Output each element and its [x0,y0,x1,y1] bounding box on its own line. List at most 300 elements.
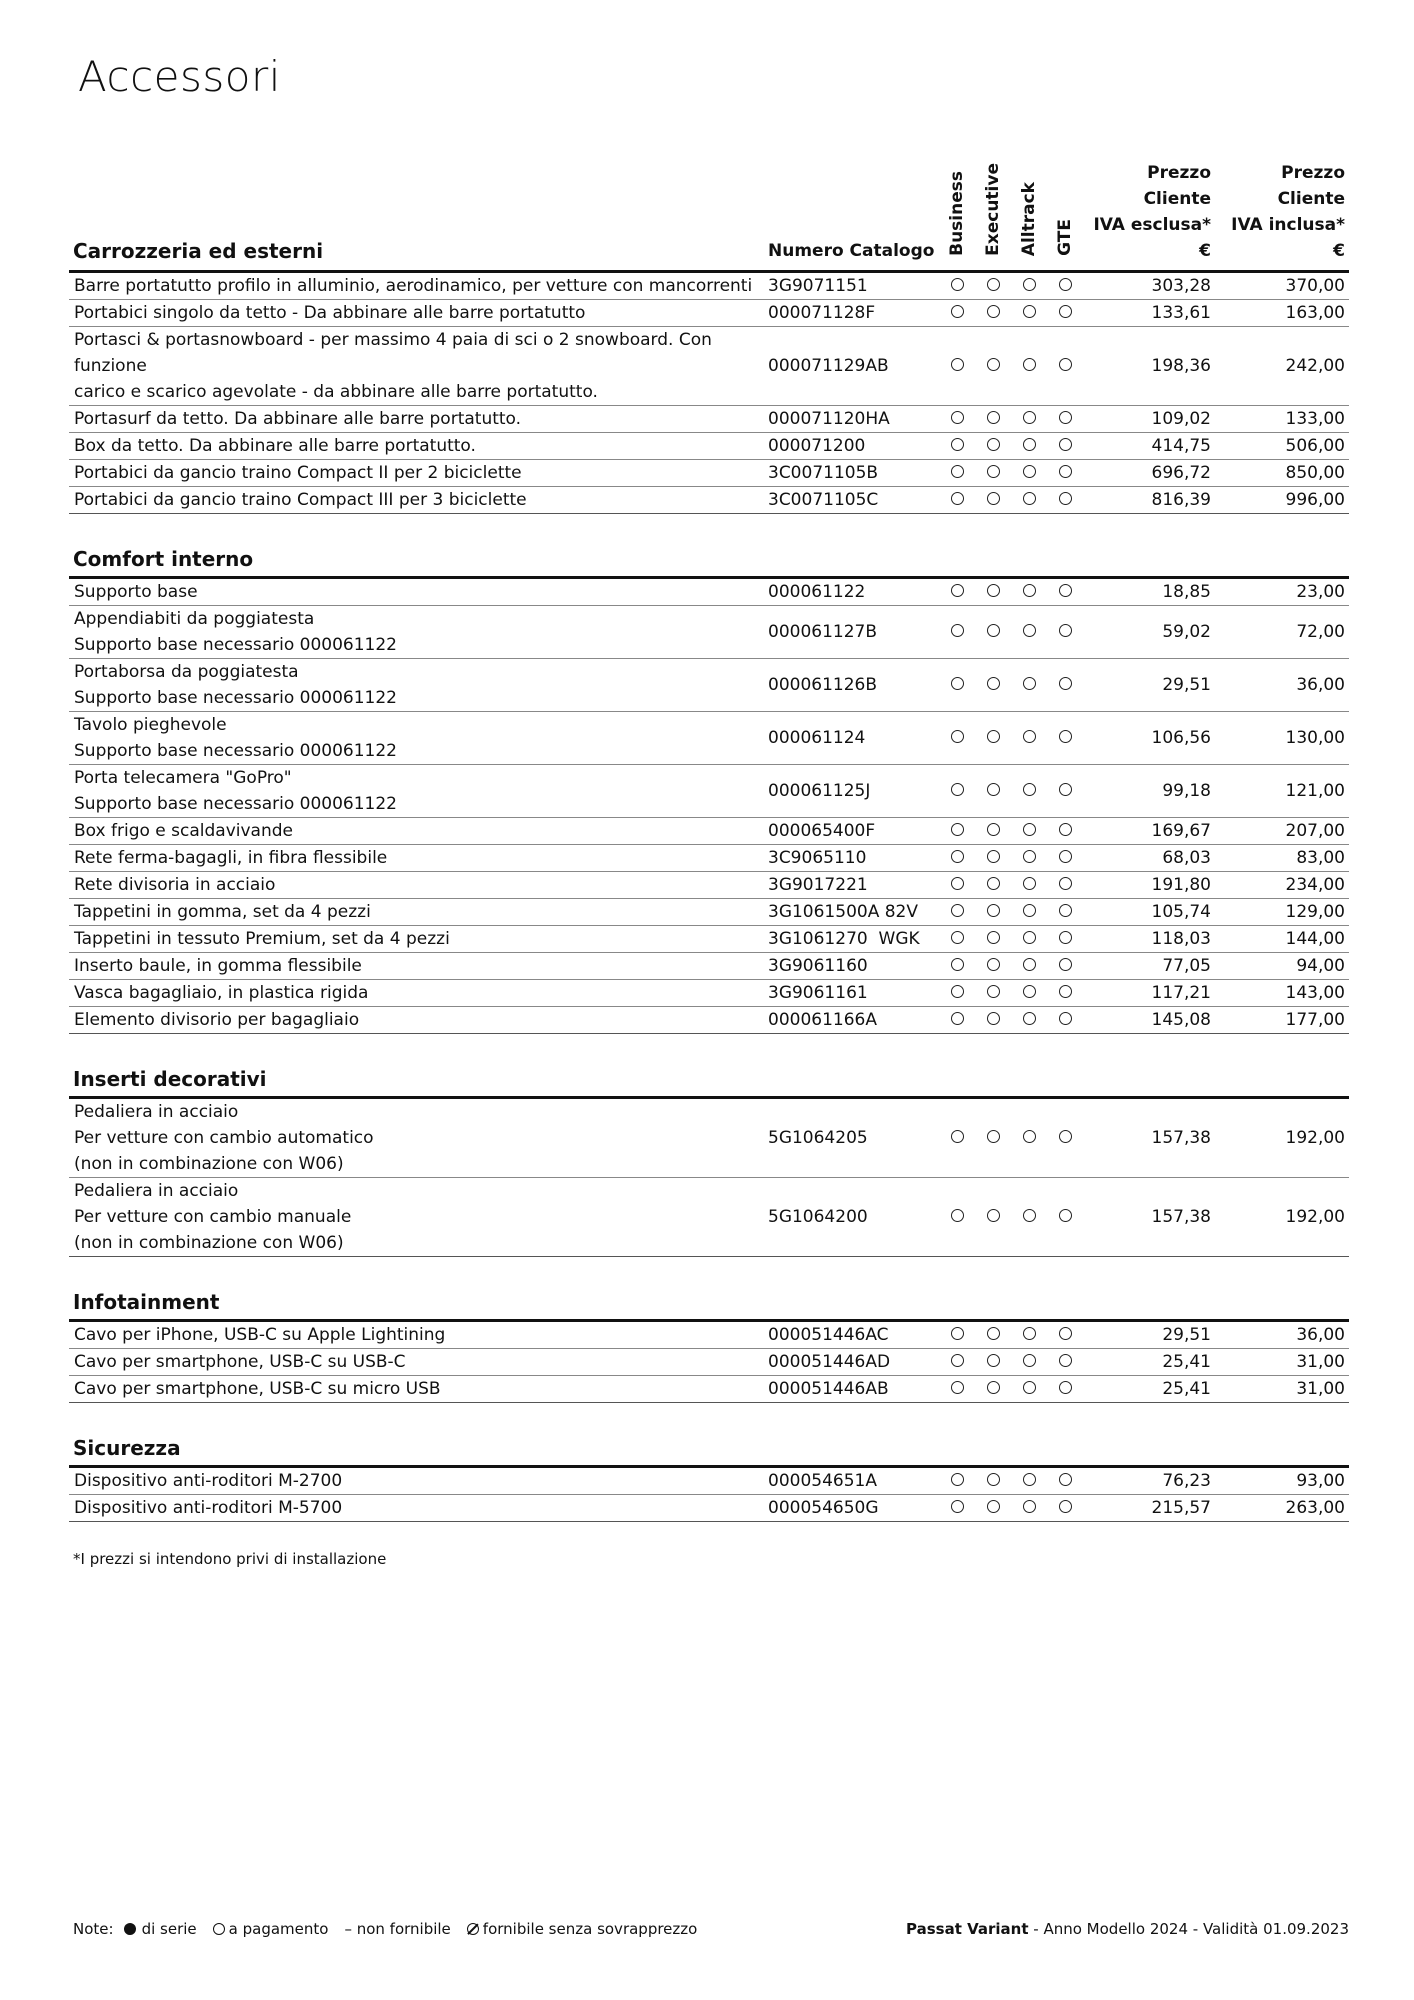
item-description [69,1467,764,1495]
legend-unavailable: – non fornibile [344,1920,451,1938]
description-line: Supporto base necessario 000061122 [74,635,397,655]
price-excl-vat: 215,57 [1083,1495,1215,1522]
availability-cell [1047,327,1083,406]
availability-cell [1011,712,1047,765]
availability-cell [939,272,975,300]
optional-circle-icon [1023,1209,1036,1222]
availability-cell [1047,818,1083,845]
catalog-number: 3G9071151 [764,272,939,300]
optional-circle-icon [951,931,964,944]
price-excl-vat: 118,03 [1083,926,1215,953]
availability-cell [1047,1098,1083,1178]
price-incl-vat: 996,00 [1215,487,1349,514]
price-incl-vat: 242,00 [1215,327,1349,406]
header-line: IVA inclusa* [1231,215,1345,235]
optional-circle-icon [1059,278,1072,291]
optional-circle-icon [1023,1381,1036,1394]
availability-cell [1011,926,1047,953]
availability-cell [1047,578,1083,606]
optional-circle-icon [951,584,964,597]
table-row [69,406,1349,433]
optional-circle-icon [951,278,964,291]
catalog-number: 000061125J [764,765,939,818]
availability-cell [1047,300,1083,327]
item-description [69,1376,764,1403]
optional-circle-icon [1059,1130,1072,1143]
price-incl-vat: 83,00 [1215,845,1349,872]
optional-circle-icon [987,358,1000,371]
catalog-number: 000051446AD [764,1349,939,1376]
table-row [69,872,1349,899]
item-description [69,300,764,327]
price-incl-vat: 36,00 [1215,1321,1349,1349]
section-rule [764,1403,1349,1467]
item-description [69,1178,764,1257]
price-incl-vat: 192,00 [1215,1178,1349,1257]
price-incl-column-header [1215,160,1349,272]
availability-cell [975,406,1011,433]
availability-cell [975,765,1011,818]
trim-label: GTE [1055,219,1075,256]
price-incl-vat: 94,00 [1215,953,1349,980]
optional-circle-icon [1023,584,1036,597]
availability-cell [1047,765,1083,818]
optional-circle-icon [1059,492,1072,505]
table-row [69,659,1349,712]
optional-circle-icon [1059,1381,1072,1394]
section-title: Infotainment [69,1257,764,1321]
price-excl-vat: 145,08 [1083,1007,1215,1034]
availability-cell [1011,606,1047,659]
availability-cell [1011,899,1047,926]
catalog-column-header: Numero Catalogo [764,160,939,272]
section-header-row [69,160,1349,272]
availability-cell [939,899,975,926]
catalog-number: 000061124 [764,712,939,765]
optional-circle-icon [1059,411,1072,424]
optional-circle-icon [1059,904,1072,917]
optional-circle-icon [1059,985,1072,998]
optional-circle-icon [987,931,1000,944]
optional-circle-icon [987,1209,1000,1222]
availability-cell [1047,712,1083,765]
availability-cell [939,606,975,659]
description-line: Box da tetto. Da abbinare alle barre portatutto. [74,436,476,456]
price-excl-vat: 29,51 [1083,1321,1215,1349]
catalog-number: 3C0071105C [764,487,939,514]
description-line: Pedaliera in acciaio [74,1102,239,1122]
item-description [69,487,764,514]
description-line: Portabici singolo da tetto - Da abbinare alle barre portatutto [74,303,586,323]
optional-circle-icon [987,850,1000,863]
description-line: Cavo per smartphone, USB-C su USB-C [74,1352,406,1372]
section-header-row [69,1034,1349,1098]
availability-cell [939,1495,975,1522]
availability-cell [1011,327,1047,406]
table-row [69,953,1349,980]
section-header-row [69,1257,1349,1321]
item-description [69,1098,764,1178]
item-description [69,926,764,953]
optional-circle-icon [1059,877,1072,890]
section-title: Sicurezza [69,1403,764,1467]
optional-circle-icon [1023,624,1036,637]
section-rule [764,514,1349,578]
catalog-number: 5G1064205 [764,1098,939,1178]
optional-circle-icon [951,438,964,451]
item-description [69,1495,764,1522]
slashed-circle-icon [467,1923,479,1935]
price-excl-vat: 25,41 [1083,1349,1215,1376]
availability-cell [975,606,1011,659]
legend-free: fornibile senza sovrapprezzo [482,1920,698,1938]
optional-circle-icon [951,1381,964,1394]
catalog-number: 000071200 [764,433,939,460]
header-line: IVA esclusa* [1093,215,1211,235]
optional-circle-icon [1059,850,1072,863]
description-line: Porta telecamera "GoPro" [74,768,292,788]
availability-cell [975,1321,1011,1349]
footer-validity: - Anno Modello 2024 - Validità 01.09.2023 [1028,1920,1349,1938]
item-description [69,872,764,899]
availability-cell [975,1007,1011,1034]
price-excl-vat: 169,67 [1083,818,1215,845]
optional-circle-icon [1059,624,1072,637]
optional-circle-icon [1023,877,1036,890]
optional-circle-icon [951,1012,964,1025]
price-incl-vat: 234,00 [1215,872,1349,899]
table-row [69,272,1349,300]
item-description [69,578,764,606]
availability-cell [1047,433,1083,460]
optional-circle-icon [951,904,964,917]
availability-cell [975,980,1011,1007]
optional-circle-icon [1059,823,1072,836]
availability-cell [1047,953,1083,980]
price-incl-vat: 263,00 [1215,1495,1349,1522]
optional-circle-icon [1059,1012,1072,1025]
price-excl-vat: 157,38 [1083,1098,1215,1178]
optional-circle-icon [951,1354,964,1367]
description-line: Tavolo pieghevole [74,715,227,735]
section-title: Comfort interno [69,514,764,578]
catalog-number: 000051446AC [764,1321,939,1349]
availability-cell [1047,659,1083,712]
item-description [69,1007,764,1034]
availability-cell [975,1178,1011,1257]
availability-cell [939,433,975,460]
table-row [69,327,1349,406]
availability-cell [1047,272,1083,300]
optional-circle-icon [1059,465,1072,478]
availability-cell [939,487,975,514]
item-description [69,606,764,659]
optional-circle-icon [987,584,1000,597]
description-line: Portabici da gancio traino Compact II per 2 biciclette [74,463,522,483]
item-description [69,818,764,845]
optional-circle-icon [987,730,1000,743]
description-line: Supporto base necessario 000061122 [74,741,397,761]
availability-cell [1011,487,1047,514]
optional-circle-icon [987,1012,1000,1025]
price-incl-vat: 506,00 [1215,433,1349,460]
optional-circle-icon [1023,904,1036,917]
availability-cell [939,578,975,606]
header-line: € [1199,241,1211,261]
description-line: Supporto base necessario 000061122 [74,688,397,708]
optional-circle-icon [987,958,1000,971]
price-incl-vat: 31,00 [1215,1376,1349,1403]
optional-circle-icon [951,1327,964,1340]
availability-cell [1011,980,1047,1007]
optional-circle-icon [1059,677,1072,690]
description-line: Barre portatutto profilo in alluminio, aerodinamico, per vetture con mancorrenti [74,276,753,296]
availability-cell [1011,1495,1047,1522]
availability-cell [1047,980,1083,1007]
table-row [69,300,1349,327]
availability-cell [975,460,1011,487]
optional-circle-icon [987,305,1000,318]
availability-cell [1011,1098,1047,1178]
catalog-number: 000054650G [764,1495,939,1522]
availability-cell [1011,845,1047,872]
price-incl-vat: 130,00 [1215,712,1349,765]
availability-cell [1011,953,1047,980]
item-description [69,406,764,433]
description-line: Portasurf da tetto. Da abbinare alle barre portatutto. [74,409,522,429]
availability-cell [939,1007,975,1034]
price-incl-vat: 36,00 [1215,659,1349,712]
header-line: Prezzo Cliente [1143,163,1211,209]
footer [73,1920,1349,1938]
item-description [69,712,764,765]
price-excl-vat: 414,75 [1083,433,1215,460]
description-line: Dispositivo anti-roditori M-5700 [74,1498,343,1518]
optional-circle-icon [987,877,1000,890]
catalog-number: 000061122 [764,578,939,606]
availability-cell [975,899,1011,926]
optional-circle-icon [951,985,964,998]
optional-circle-icon [987,677,1000,690]
availability-cell [1011,578,1047,606]
optional-circle-icon [1059,931,1072,944]
optional-circle-icon [987,1500,1000,1513]
trim-column-header [939,160,975,272]
optional-circle-icon [951,305,964,318]
catalog-number: 000061127B [764,606,939,659]
optional-circle-icon [1059,1354,1072,1367]
price-excl-vat: 29,51 [1083,659,1215,712]
optional-circle-icon [1023,305,1036,318]
accessories-table [69,160,1349,1522]
optional-circle-icon [951,1209,964,1222]
description-line: Cavo per iPhone, USB-C su Apple Lightining [74,1325,446,1345]
optional-circle-icon [1023,1130,1036,1143]
optional-circle-icon [951,465,964,478]
availability-cell [975,818,1011,845]
availability-cell [1011,1321,1047,1349]
availability-cell [1047,1321,1083,1349]
availability-cell [975,578,1011,606]
price-excl-vat: 303,28 [1083,272,1215,300]
item-description [69,659,764,712]
catalog-number: 3G1061270 WGK [764,926,939,953]
table-body [69,160,1349,1522]
price-excl-vat: 77,05 [1083,953,1215,980]
optional-circle-icon [1023,730,1036,743]
availability-cell [1047,606,1083,659]
availability-cell [939,845,975,872]
description-line: Rete ferma-bagagli, in fibra flessibile [74,848,388,868]
item-description [69,327,764,406]
price-excl-vat: 105,74 [1083,899,1215,926]
availability-cell [939,1376,975,1403]
optional-circle-icon [1023,438,1036,451]
price-incl-vat: 207,00 [1215,818,1349,845]
table-row [69,1007,1349,1034]
table-row [69,1321,1349,1349]
section-rule [764,1034,1349,1098]
availability-cell [939,460,975,487]
availability-cell [1011,460,1047,487]
item-description [69,272,764,300]
optional-circle-icon [987,823,1000,836]
optional-circle-icon [951,877,964,890]
optional-circle-icon [987,465,1000,478]
price-incl-vat: 177,00 [1215,1007,1349,1034]
section-title: Inserti decorativi [69,1034,764,1098]
optional-circle-icon [987,492,1000,505]
item-description [69,845,764,872]
optional-circle-icon [1023,1327,1036,1340]
optional-circle-icon [1059,438,1072,451]
item-description [69,1321,764,1349]
availability-cell [1011,659,1047,712]
availability-cell [939,953,975,980]
price-incl-vat: 850,00 [1215,460,1349,487]
item-description [69,765,764,818]
table-row [69,433,1349,460]
price-incl-vat: 143,00 [1215,980,1349,1007]
description-line: Dispositivo anti-roditori M-2700 [74,1471,343,1491]
table-row [69,980,1349,1007]
availability-cell [939,1321,975,1349]
section-header-row [69,1403,1349,1467]
optional-circle-icon [1059,1209,1072,1222]
availability-cell [939,1349,975,1376]
availability-cell [1047,1007,1083,1034]
availability-cell [975,953,1011,980]
section-title: Carrozzeria ed esterni [69,160,764,272]
price-excl-vat: 109,02 [1083,406,1215,433]
empty-circle-icon [213,1923,225,1935]
optional-circle-icon [951,1473,964,1486]
section-rule [764,1257,1349,1321]
optional-circle-icon [951,850,964,863]
footer-model-info [906,1920,1349,1938]
optional-circle-icon [1059,958,1072,971]
availability-cell [975,659,1011,712]
accessories-table-container [69,160,1349,1522]
optional-circle-icon [1059,783,1072,796]
availability-cell [939,659,975,712]
availability-cell [975,712,1011,765]
price-excl-vat: 76,23 [1083,1467,1215,1495]
optional-circle-icon [1023,411,1036,424]
optional-circle-icon [1059,1327,1072,1340]
catalog-number: 3G9061161 [764,980,939,1007]
availability-cell [939,765,975,818]
description-line: (non in combinazione con W06) [74,1233,344,1253]
optional-circle-icon [951,823,964,836]
header-line: Prezzo Cliente [1277,163,1345,209]
optional-circle-icon [987,1473,1000,1486]
description-line: Portasci & portasnowboard - per massimo 4 paia di sci o 2 snowboard. Con funzione [74,330,712,376]
legend-optional: a pagamento [228,1920,329,1938]
optional-circle-icon [1023,1473,1036,1486]
optional-circle-icon [1059,358,1072,371]
table-row [69,926,1349,953]
trim-column-header [1011,160,1047,272]
table-row [69,712,1349,765]
optional-circle-icon [987,411,1000,424]
catalog-number: 3C0071105B [764,460,939,487]
optional-circle-icon [987,1381,1000,1394]
price-excl-column-header [1083,160,1215,272]
optional-circle-icon [951,730,964,743]
legend-label: Note: [73,1920,114,1938]
availability-cell [1047,487,1083,514]
item-description [69,899,764,926]
optional-circle-icon [951,958,964,971]
availability-cell [975,1098,1011,1178]
price-incl-vat: 144,00 [1215,926,1349,953]
availability-cell [975,1349,1011,1376]
optional-circle-icon [951,1130,964,1143]
availability-cell [1011,433,1047,460]
availability-cell [975,926,1011,953]
optional-circle-icon [1059,305,1072,318]
price-excl-vat: 25,41 [1083,1376,1215,1403]
description-line: Vasca bagagliaio, in plastica rigida [74,983,369,1003]
price-excl-vat: 157,38 [1083,1178,1215,1257]
optional-circle-icon [987,985,1000,998]
table-row [69,818,1349,845]
description-line: Box frigo e scaldavivande [74,821,293,841]
item-description [69,953,764,980]
price-incl-vat: 121,00 [1215,765,1349,818]
catalog-number: 3G9061160 [764,953,939,980]
catalog-number: 000065400F [764,818,939,845]
filled-dot-icon [124,1923,136,1935]
availability-cell [939,327,975,406]
optional-circle-icon [1059,730,1072,743]
description-line: Per vetture con cambio manuale [74,1207,352,1227]
availability-cell [975,433,1011,460]
table-row [69,578,1349,606]
availability-cell [1047,872,1083,899]
availability-cell [939,872,975,899]
availability-cell [975,872,1011,899]
section-header-row [69,514,1349,578]
optional-circle-icon [951,624,964,637]
optional-circle-icon [987,1354,1000,1367]
price-incl-vat: 370,00 [1215,272,1349,300]
availability-cell [1011,1349,1047,1376]
optional-circle-icon [987,904,1000,917]
availability-cell [1011,1467,1047,1495]
optional-circle-icon [1023,931,1036,944]
